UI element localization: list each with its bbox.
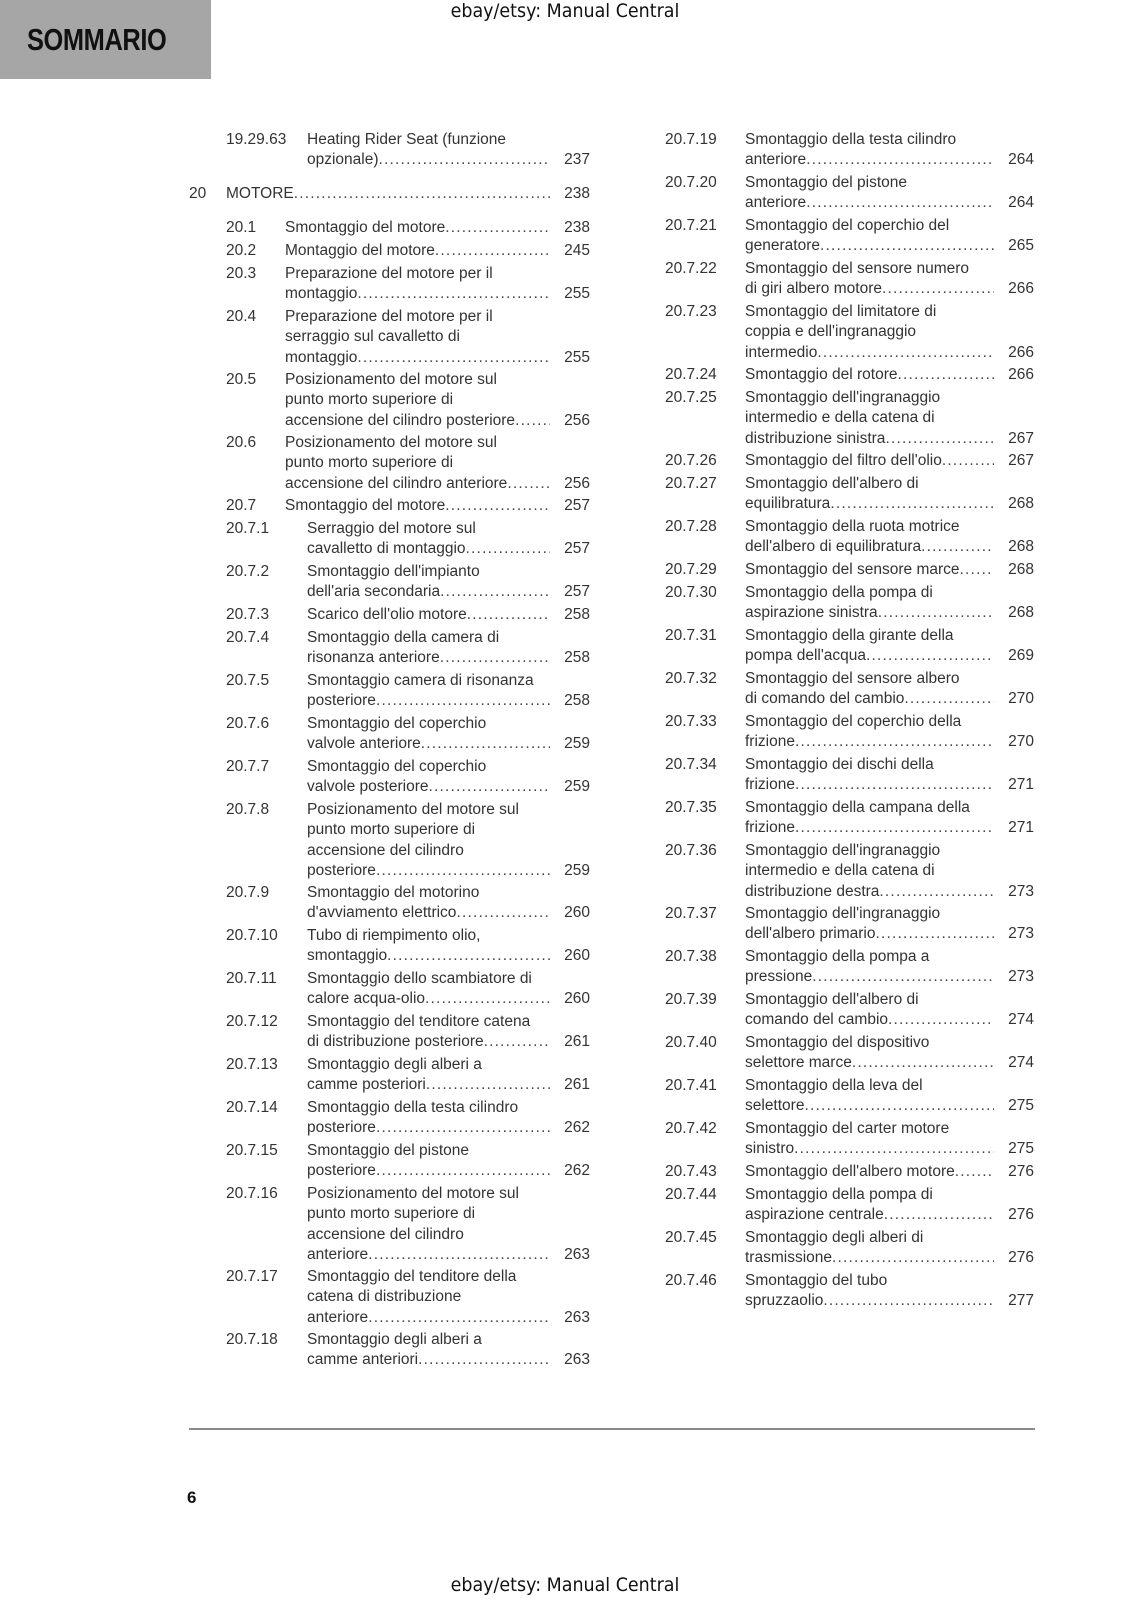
dot-leader [832,1248,994,1268]
toc-entry-number: 20.7.32 [665,670,717,687]
toc-entry-title: Posizionamento del motore sul [285,434,497,451]
toc-entry-title: intermedio e della catena di [745,409,935,427]
toc-entry-title: Smontaggio del limitatore di [745,303,937,320]
toc-entry-number: 20.6 [226,434,257,451]
toc-entry-title: Smontaggio della pompa a [745,948,930,965]
dot-leader [376,691,550,711]
dot-leader [795,775,994,795]
toc-entry-title: Smontaggio del sensore albero [745,670,960,687]
dot-leader [507,474,550,494]
toc-entry-title: frizione [745,776,795,794]
toc-entry-title: Smontaggio dell'albero di [745,475,919,492]
toc-entry-page: 266 [1008,343,1034,361]
dot-leader [466,539,550,559]
dot-leader [955,1162,994,1182]
toc-entry-title: di comando del cambio [745,690,905,708]
toc-entry-page: 271 [1008,819,1034,837]
toc-entry-number: 20.7.42 [665,1120,717,1137]
toc-entry-number: 20.2 [226,242,257,259]
toc-entry-page: 245 [564,242,590,259]
toc-entry-title: cavalletto di montaggio [307,540,466,558]
toc-entry-title: coppia e dell'ingranaggio [745,323,917,341]
toc-entry-title: selettore [745,1097,805,1115]
toc-entry-title: generatore [745,237,820,255]
toc-entry-number: 19.29.63 [226,131,287,148]
toc-entry-title: posteriore [307,692,376,710]
toc-entry-title: Heating Rider Seat (funzione [307,131,507,148]
toc-entry-title: Serraggio del motore sul [307,520,476,537]
toc-entry-number: 20.7.9 [226,884,270,901]
dot-leader [884,1205,994,1225]
toc-entry-page: 271 [1008,776,1034,794]
dot-leader [904,689,994,709]
toc-entry-number: 20.7.24 [665,366,717,383]
toc-entry-number: 20.7.7 [226,758,270,775]
toc-entry-number: 20.7.46 [665,1272,717,1289]
toc-entry-title: Smontaggio del tenditore della [307,1268,517,1285]
toc-entry-page: 256 [564,474,590,492]
toc-entry-number: 20.7.4 [226,629,270,646]
dot-leader [379,150,550,170]
dot-leader [806,150,994,170]
dot-leader [357,348,550,368]
toc-entry-title: accensione del cilindro [307,1225,464,1243]
toc-entry-title: smontaggio [307,947,388,965]
toc-entry-title: comando del cambio [745,1011,889,1029]
toc-entry-number: 20.7.23 [665,303,717,320]
dot-leader [921,537,994,557]
dot-leader [484,1032,550,1052]
toc-entry-page: 268 [1008,495,1034,513]
toc-entry-title: distribuzione destra [745,882,880,900]
toc-entry-title: anteriore [745,151,807,169]
toc-entry-page: 258 [564,649,590,667]
footer-divider [189,1428,1035,1430]
toc-entry-title: frizione [745,733,795,751]
dot-leader [898,365,994,385]
dot-leader [795,732,994,752]
toc-entry-title: Smontaggio del tubo [745,1272,888,1289]
toc-entry-number: 20.7.5 [226,672,270,689]
toc-entry-title: Smontaggio della camera di [307,629,500,646]
toc-entry-title: frizione [745,819,795,837]
toc-entry-title: Posizionamento del motore sul [307,1185,519,1202]
toc-entry-title: aspirazione sinistra [745,604,878,622]
dot-leader [421,734,550,754]
toc-entry-number: 20.7.17 [226,1268,278,1285]
dot-leader [368,1245,550,1265]
toc-entry-number: 20.7.16 [226,1185,278,1202]
toc-entry-page: 270 [1008,690,1034,708]
dot-leader [445,496,550,516]
toc-entry-title: sinistro [745,1140,795,1158]
toc-entry-title: Smontaggio della pompa di [745,584,933,601]
toc-entry-number: 20.7.39 [665,991,717,1008]
toc-entry-number: 20.7.36 [665,842,717,859]
toc-entry-title: Smontaggio della leva del [745,1077,923,1094]
dot-leader [294,184,550,204]
dot-leader [875,924,994,944]
toc-entry-title: Posizionamento del motore sul [285,371,497,388]
toc-entry-title: posteriore [307,1162,376,1180]
toc-entry-page: 262 [564,1162,590,1180]
toc-entry-page: 268 [1008,561,1034,578]
toc-entry-title: Smontaggio camera di risonanza [307,672,534,689]
toc-entry-title: intermedio [745,343,818,361]
toc-entry-page: 263 [564,1351,590,1369]
dot-leader [435,241,550,261]
toc-entry-number: 20.7.3 [226,606,270,623]
toc-entry-page: 260 [564,990,590,1008]
toc-entry-number: 20.7.29 [665,561,717,578]
toc-entry-title: d'avviamento elettrico [307,904,457,922]
toc-entry-title: valvole posteriore [307,778,429,796]
toc-entry-page: 260 [564,904,590,922]
toc-entry-title: posteriore [307,862,376,880]
dot-leader [376,1118,550,1138]
toc-entry-title: di giri albero motore [745,280,882,298]
toc-entry-title: Smontaggio del motorino [307,884,480,901]
dot-leader [795,818,994,838]
dot-leader [428,777,550,797]
toc-entry-title: Smontaggio del motore [285,219,446,236]
toc-entry-page: 274 [1008,1011,1034,1029]
toc-entry-title: Smontaggio degli alberi di [745,1229,924,1246]
dot-leader [878,603,994,623]
toc-entry-page: 273 [1008,968,1034,986]
toc-entry-number: 20.7.37 [665,905,717,922]
toc-entry-title: intermedio e della catena di [745,862,935,880]
toc-entry-number: 20.7.11 [226,970,277,987]
toc-entry-page: 259 [564,862,590,880]
toc-entry-title: Smontaggio degli alberi a [307,1056,482,1073]
toc-entry-page: 273 [1008,882,1034,900]
toc-entry-title: anteriore [307,1246,369,1264]
toc-entry-title: Smontaggio della ruota motrice [745,518,960,535]
toc-entry-title: Smontaggio dell'impianto [307,563,480,580]
toc-entry-page: 257 [564,540,590,558]
toc-entry-title: posteriore [307,1119,376,1137]
dot-leader [879,882,994,902]
dot-leader [942,451,994,471]
toc-entry-number: 20.7.43 [665,1163,717,1180]
toc-entry-number: 20.7.28 [665,518,717,535]
toc-entry-title: Smontaggio della girante della [745,627,954,644]
toc-entry-title: accensione del cilindro [307,841,464,859]
toc-entry-title: Smontaggio dell'albero di [745,991,919,1008]
toc-entry-number: 20.7.19 [665,131,717,148]
toc-entry-title: accensione del cilindro posteriore [285,411,516,429]
toc-entry-page: 263 [564,1308,590,1326]
toc-entry-number: 20.7.1 [226,520,270,537]
toc-entry-title: risonanza anteriore [307,649,440,667]
page-number: 6 [187,1488,197,1507]
toc-entry-page: 267 [1008,452,1034,469]
toc-entry-title: spruzzaolio [745,1292,824,1310]
dot-leader [376,861,550,881]
toc-entry-title: Smontaggio dell'ingranaggio [745,905,941,922]
toc-entry-number: 20.7.45 [665,1229,717,1246]
dot-leader [376,1161,550,1181]
toc-entry-title: Smontaggio dei dischi della [745,756,934,773]
toc-entry-title: valvole anteriore [307,735,421,753]
toc-entry-title: dell'aria secondaria [307,583,441,601]
toc-entry-title: punto morto superiore di [285,454,454,472]
dot-leader [418,1350,550,1370]
toc-entry-number: 20.7.22 [665,260,717,277]
toc-entry-title: Posizionamento del motore sul [307,801,519,818]
toc-entry-page: 277 [1008,1292,1034,1310]
toc-entry-page: 267 [1008,429,1034,447]
toc-entry-number: 20.5 [226,371,257,388]
toc-entry-title: Smontaggio della pompa di [745,1186,933,1203]
toc-entry-page: 264 [1008,194,1034,212]
toc-entry-title: Smontaggio del coperchio [307,715,487,732]
toc-entry-title: Smontaggio del rotore [745,366,898,383]
dot-leader [368,1308,550,1328]
toc-entry-page: 266 [1008,366,1034,383]
toc-entry-title: aspirazione centrale [745,1206,884,1224]
dot-leader [812,967,994,987]
toc-entry-title: punto morto superiore di [307,1205,476,1223]
toc-entry-number: 20.7.26 [665,452,717,469]
dot-leader [515,411,550,431]
toc-entry-number: 20.7.13 [226,1056,278,1073]
toc-entry-page: 260 [564,947,590,965]
toc-entry-number: 20.7.2 [226,563,270,580]
toc-entry-title: Smontaggio del carter motore [745,1120,950,1137]
toc-entry-number: 20.3 [226,265,257,282]
toc-entry-number: 20.7.44 [665,1186,717,1203]
toc-entry-title: Smontaggio del tenditore catena [307,1013,531,1030]
toc-entry-title: anteriore [307,1308,369,1326]
toc-entry-title: opzionale) [307,151,379,169]
toc-entry-title: Smontaggio del sensore marce [745,561,960,578]
toc-entry-title: Preparazione del motore per il [285,265,493,282]
toc-entry-page: 257 [564,497,590,514]
toc-entry-title: Smontaggio dello scambiatore di [307,970,532,987]
toc-entry-title: pompa dell'acqua [745,647,867,665]
toc-entry-page: 274 [1008,1054,1034,1072]
toc-entry-page: 268 [1008,538,1034,556]
toc-entry-number: 20.7.12 [226,1013,278,1030]
dot-leader [852,1053,994,1073]
toc-entry-number: 20.4 [226,308,257,325]
toc-entry-page: 266 [1008,280,1034,298]
toc-entry-title: pressione [745,968,813,986]
section-title: SOMMARIO [27,22,167,57]
toc-entry-number: 20.7.27 [665,475,717,492]
dot-leader [357,284,550,304]
dot-leader [830,494,994,514]
toc-entry-page: 238 [564,219,590,236]
toc-entry-title: Smontaggio del pistone [745,174,908,191]
toc-entry-number: 20.7.34 [665,756,717,773]
toc-entry-number: 20.1 [226,219,257,236]
toc-entry-page: 237 [564,151,590,169]
dot-leader [440,648,550,668]
toc-entry-page: 265 [1008,237,1034,255]
toc-entry-title: catena di distribuzione [307,1288,462,1306]
dot-leader [426,1075,550,1095]
toc-entry-number: 20.7.33 [665,713,717,730]
dot-leader [806,193,994,213]
toc-entry-number: 20.7.8 [226,801,270,818]
toc-entry-title: selettore marce [745,1054,852,1072]
toc-entry-page: 256 [564,411,590,429]
dot-leader [794,1139,994,1159]
toc-entry-number: 20.7.38 [665,948,717,965]
toc-entry-title: equilibratura [745,495,831,513]
toc-entry-title: Preparazione del motore per il [285,308,493,325]
dot-leader [823,1291,994,1311]
toc-entry-page: 269 [1008,647,1034,665]
toc-entry-page: 263 [564,1246,590,1264]
toc-entry-title: Smontaggio del coperchio [307,758,487,775]
toc-entry-title: punto morto superiore di [307,821,476,839]
toc-entry-title: camme anteriori [307,1351,419,1369]
toc-entry-title: Smontaggio del pistone [307,1142,470,1159]
toc-entry-page: 255 [564,348,590,366]
toc-entry-title: trasmissione [745,1249,832,1267]
toc-entry-page: 261 [564,1076,590,1094]
toc-entry-number: 20.7.15 [226,1142,278,1159]
toc-entry-page: 270 [1008,733,1034,751]
toc-entry-title: Smontaggio del dispositivo [745,1034,930,1051]
watermark-bottom: ebay/etsy: Manual Central [450,1574,680,1596]
toc-entry-page: 258 [564,692,590,710]
dot-leader [888,1010,994,1030]
toc-entry-number: 20.7.41 [665,1077,717,1094]
toc-entry-title: Smontaggio degli alberi a [307,1331,482,1348]
toc-entry-title: dell'albero di equilibratura [745,538,922,556]
toc-entry-title: distribuzione sinistra [745,429,886,447]
dot-leader [440,582,550,602]
toc-entry-title: dell'albero primario [745,925,876,943]
toc-entry-title: Smontaggio del coperchio della [745,713,962,730]
toc-entry-title: anteriore [745,194,807,212]
dot-leader [820,236,994,256]
toc-entry-title: calore acqua-olio [307,990,426,1008]
dot-leader [885,429,994,449]
toc-entry-page: 275 [1008,1140,1034,1158]
toc-entry-page: 264 [1008,151,1034,169]
toc-entry-title: Smontaggio del filtro dell'olio [745,452,942,469]
toc-entry-number: 20.7.21 [665,217,717,234]
toc-entry-title: Smontaggio della testa cilindro [307,1099,519,1116]
toc-entry-title: di distribuzione posteriore [307,1033,484,1051]
toc-entry-title: Smontaggio della testa cilindro [745,131,957,148]
toc-entry-title: Tubo di riempimento olio, [307,927,481,944]
toc-entry-page: 259 [564,735,590,753]
toc-entry-title: accensione del cilindro anteriore [285,474,508,492]
toc-entry-page: 258 [564,606,590,623]
toc-entry-page: 275 [1008,1097,1034,1115]
toc-entry-title: Smontaggio della campana della [745,799,970,816]
toc-entry-page: 255 [564,285,590,303]
toc-entry-title: Smontaggio del motore [285,497,446,514]
toc-entry-title: Smontaggio del coperchio del [745,217,950,234]
toc-entry-title: montaggio [285,285,358,303]
toc-entry-number: 20.7.30 [665,584,717,601]
dot-leader [467,605,550,625]
toc-entry-number: 20.7.14 [226,1099,278,1116]
toc-entry-title: Smontaggio del sensore numero [745,260,970,277]
toc-entry-number: 20.7.18 [226,1331,278,1348]
toc-entry-number: 20.7.35 [665,799,717,816]
dot-leader [804,1096,994,1116]
toc-entry-number: 20.7.40 [665,1034,717,1051]
dot-leader [866,646,994,666]
dot-leader [817,343,994,363]
dot-leader [387,946,550,966]
toc-entry-number: 20.7.31 [665,627,717,644]
toc-entry-title: Smontaggio dell'ingranaggio [745,842,941,859]
toc-entry-number: 20.7.6 [226,715,270,732]
toc-entry-title: Montaggio del motore [285,242,435,259]
dot-leader [456,903,550,923]
toc-entry-page: 257 [564,583,590,601]
toc-entry-title: punto morto superiore di [285,391,454,409]
dot-leader [960,560,994,580]
toc-entry-page: 259 [564,778,590,796]
toc-entry-title: camme posteriori [307,1076,426,1094]
watermark-top: ebay/etsy: Manual Central [450,0,680,22]
toc-entry-number: 20 [189,185,207,202]
toc-entry-title: Scarico dell'olio motore [307,606,467,623]
toc-entry-page: 262 [564,1119,590,1137]
toc-entry-page: 261 [564,1033,590,1051]
toc-entry-number: 20.7.20 [665,174,717,191]
toc-entry-number: 20.7 [226,497,257,514]
dot-leader [445,218,550,238]
toc-entry-title: serraggio sul cavalletto di [285,328,460,346]
toc-entry-page: 276 [1008,1206,1034,1224]
toc-entry-page: 276 [1008,1163,1034,1180]
toc-entry-page: 268 [1008,604,1034,622]
toc-entry-title: MOTORE [226,185,294,202]
toc-entry-number: 20.7.10 [226,927,278,944]
toc-entry-number: 20.7.25 [665,389,717,406]
toc-entry-page: 276 [1008,1249,1034,1267]
toc-entry-page: 273 [1008,925,1034,943]
toc-entry-title: montaggio [285,348,358,366]
toc-entry-page: 238 [564,185,590,202]
dot-leader [882,279,994,299]
toc-entry-title: Smontaggio dell'albero motore [745,1163,955,1180]
dot-leader [425,989,550,1009]
toc-entry-title: Smontaggio dell'ingranaggio [745,389,941,406]
